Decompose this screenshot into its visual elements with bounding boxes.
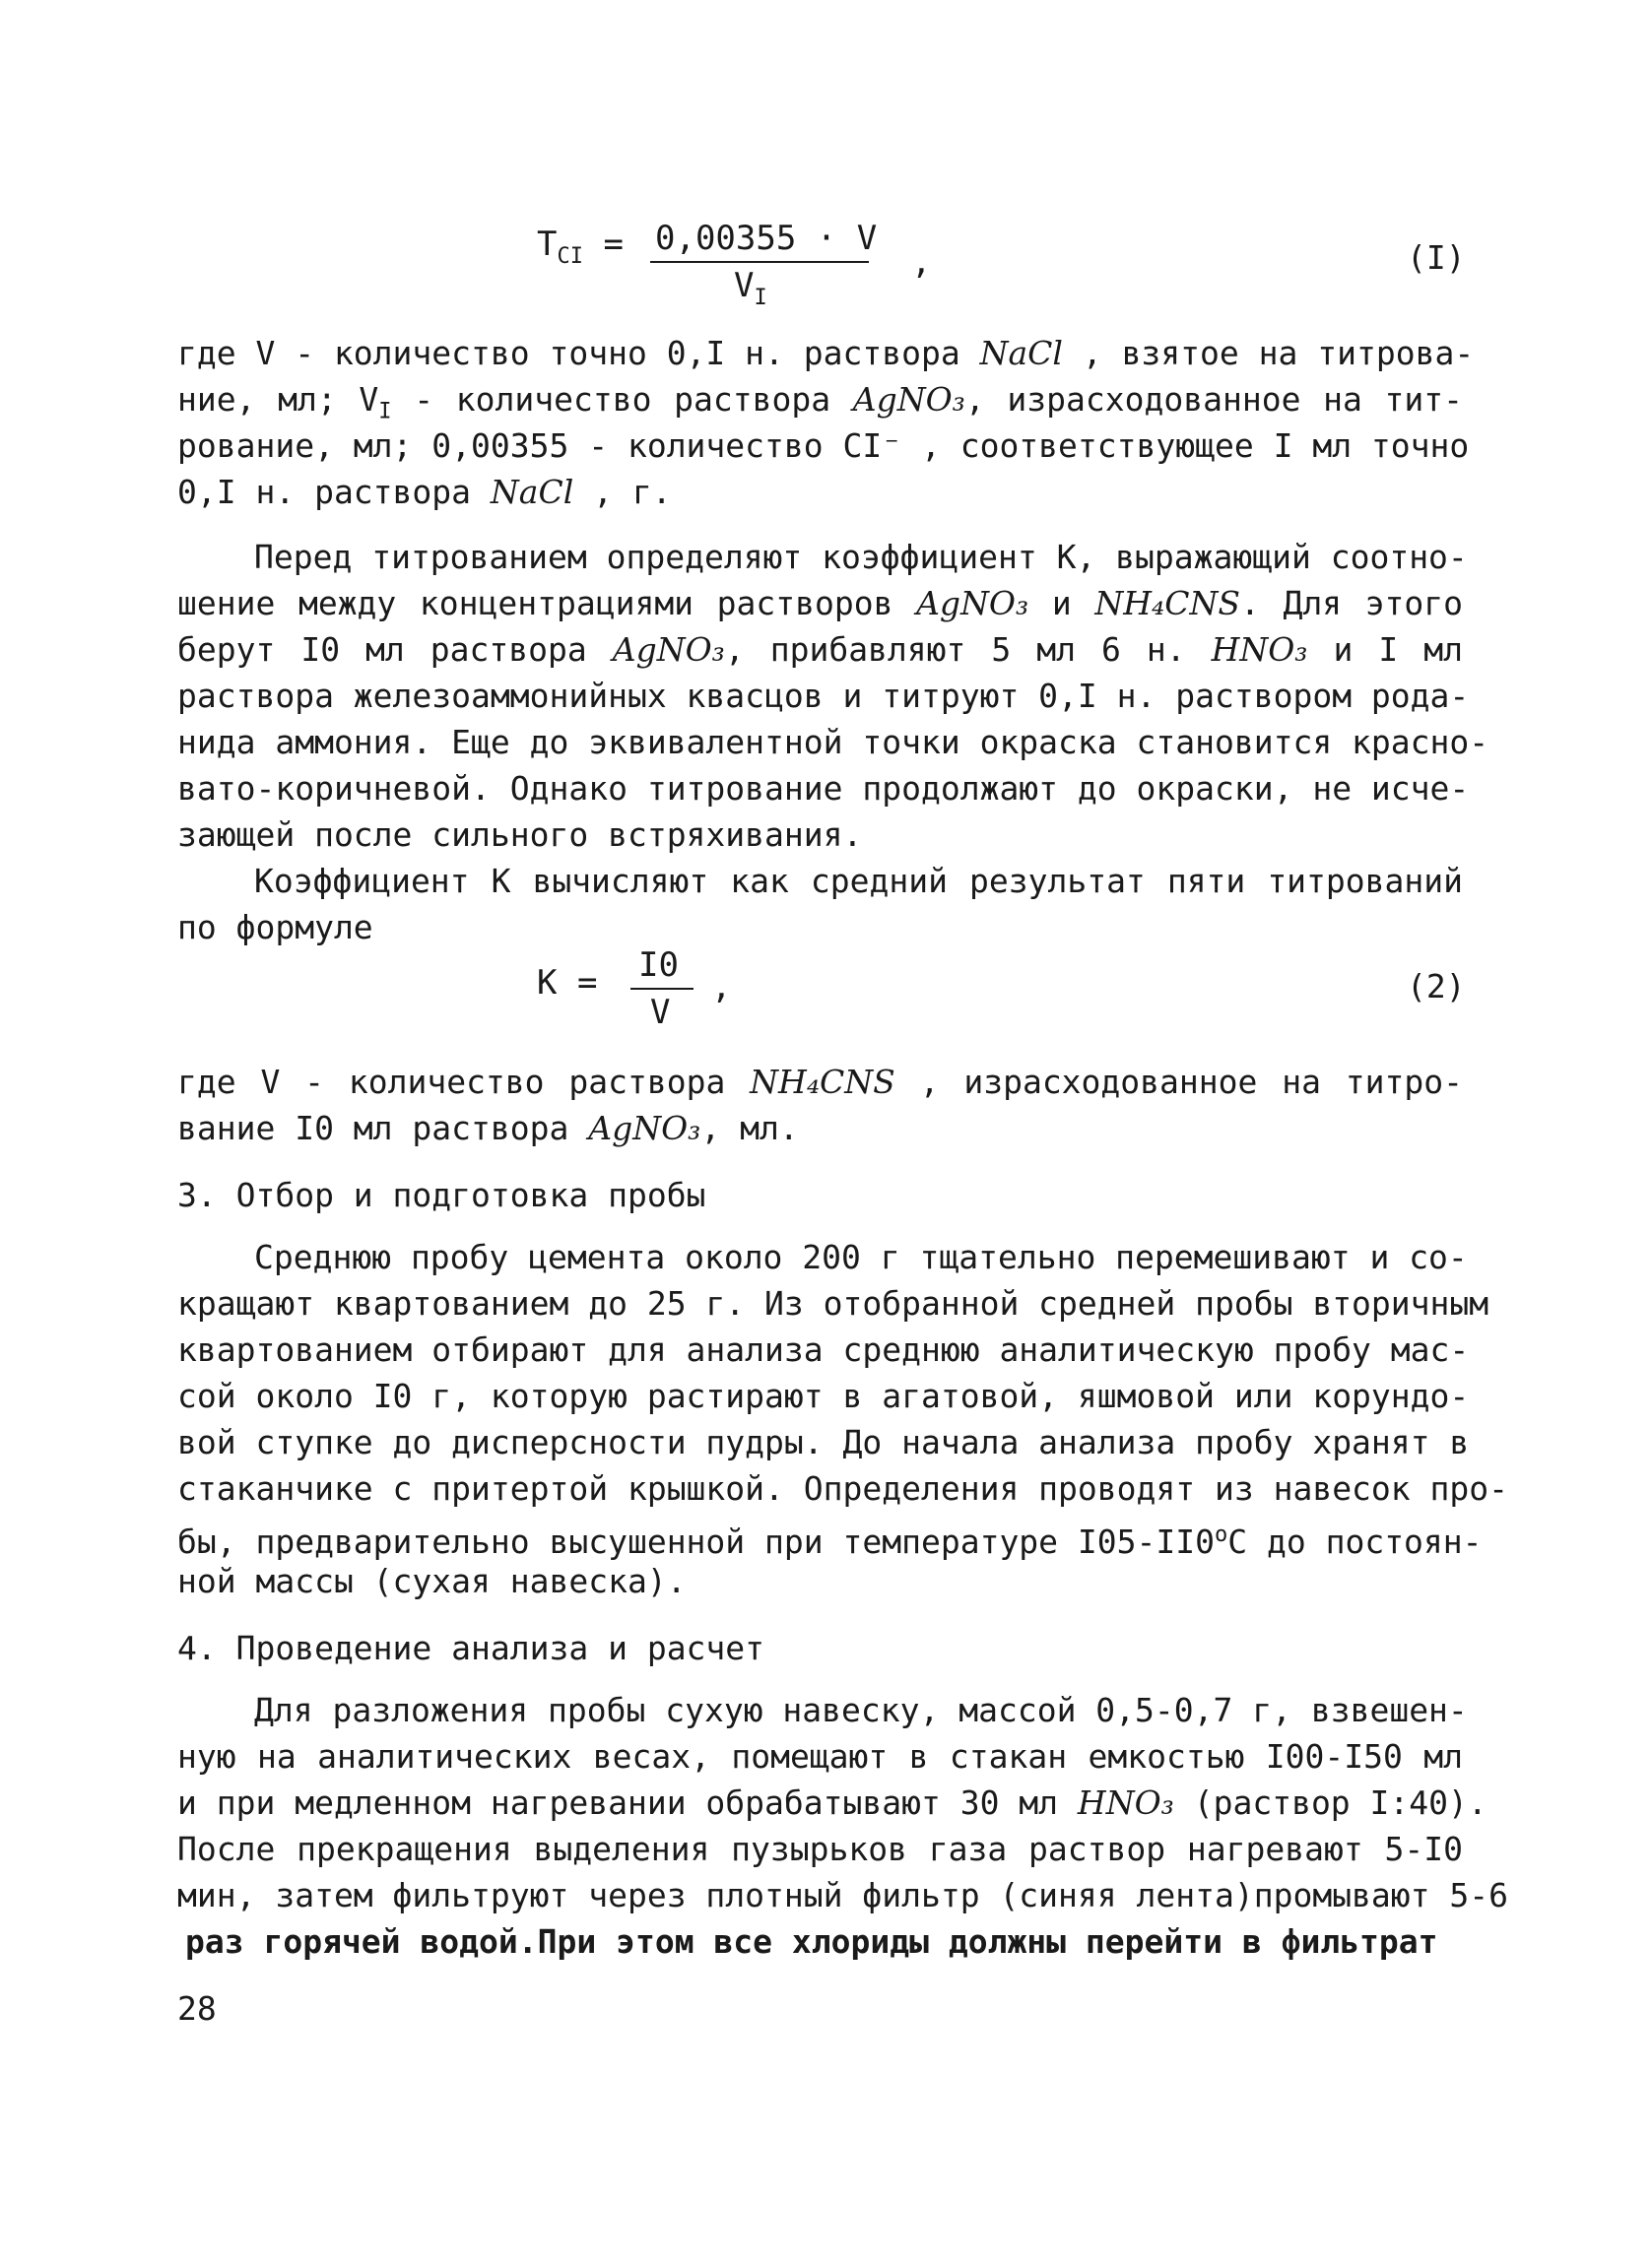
- text-line: Среднюю пробу цемента около 200 г тщательно перемешивают и со-: [254, 1238, 1468, 1276]
- text-line: квартованием отбирают для анализа среднюю аналитическую пробу мас-: [177, 1330, 1470, 1369]
- formula-1-eq: =: [603, 225, 624, 264]
- section-heading: 4. Проведение анализа и расчет: [177, 1629, 765, 1667]
- text-line: где V - количество точно 0,I н. раствора NaCl , взятое на титрова-: [177, 334, 1475, 372]
- text-line: раствора железоаммонийных квасцов и титруют 0,I н. раствором рода-: [177, 677, 1470, 715]
- formula-2-lhs: К: [537, 963, 558, 1003]
- text-line: кращают квартованием до 25 г. Из отобранной средней пробы вторичным: [177, 1284, 1489, 1323]
- section-heading: 3. Отбор и подготовка пробы: [177, 1176, 706, 1214]
- text-line: мин, затем фильтруют через плотный фильтр (синяя лента)промывают 5-6: [177, 1876, 1509, 1914]
- text-line: нида аммония. Еще до эквивалентной точки окраска становится красно-: [177, 723, 1489, 761]
- text-line: Для разложения пробы сухую навеску, массой 0,5-0,7 г, взвешен-: [254, 1691, 1468, 1729]
- formula-1-fraction-bar: [650, 261, 869, 263]
- text-line: и при медленном нагревании обрабатывают 30 мл HNO₃ (раствор I:40).: [177, 1783, 1487, 1822]
- formula-2-comma: ,: [711, 967, 732, 1006]
- text-line: шение между концентрациями растворов AgNO₃ и NH₄CNS. Для этого: [177, 584, 1464, 622]
- text-line: стаканчике с притертой крышкой. Определения проводят из навесок про-: [177, 1469, 1509, 1508]
- formula-2-eq: =: [576, 963, 598, 1003]
- text-line: После прекращения выделения пузырьков газа раствор нагревают 5-I0: [177, 1830, 1463, 1868]
- text-line: раз горячей водой.При этом все хлориды должны перейти в фильтрат: [185, 1922, 1438, 1961]
- formula-2: [537, 963, 597, 1003]
- text-line: сой около I0 г, которую растирают в агатовой, яшмовой или корундо-: [177, 1377, 1470, 1415]
- formula-2-denominator: V: [650, 993, 671, 1032]
- text-line: рование, мл; 0,00355 - количество CI⁻ , соответствующее I мл точно: [177, 426, 1470, 465]
- text-line: 0,I н. раствора NaCl , г.: [177, 473, 672, 511]
- page-number: 28: [177, 1989, 217, 2028]
- formula-1-number: (I): [1407, 238, 1466, 277]
- formula-1-lhs: T: [537, 225, 558, 264]
- formula-2-fraction-bar: [630, 988, 694, 990]
- text-line: ной массы (сухая навеска).: [177, 1562, 687, 1600]
- text-line: ние, мл; $V_I$ - количество раствора AgNO₃, израсходованное на тит-: [177, 380, 1463, 424]
- text-line: вато-коричневой. Однако титрование продолжают до окраски, не исче-: [177, 769, 1470, 808]
- text-line: зающей после сильного встряхивания.: [177, 815, 863, 854]
- text-line: Перед титрованием определяют коэффициент К, выражающий соотно-: [254, 538, 1468, 576]
- formula-1-numerator: 0,00355 · V: [655, 219, 878, 258]
- text-line: вой ступке до дисперсности пудры. До начала анализа пробу хранят в: [177, 1423, 1470, 1461]
- formula-2-numerator: I0: [638, 945, 679, 985]
- text-line: берут I0 мл раствора AgNO₃, прибавляют 5 мл 6 н. HNO₃ и I мл: [177, 630, 1463, 669]
- formula-1: [537, 225, 624, 269]
- formula-1-lhs-sub: CI: [557, 243, 583, 269]
- text-line: по формуле: [177, 908, 373, 946]
- formula-2-number: (2): [1407, 967, 1466, 1005]
- text-line: где V - количество раствора NH₄CNS , израсходованное на титро-: [177, 1063, 1463, 1101]
- formula-1-comma: ,: [911, 242, 932, 282]
- text-line: вание I0 мл раствора AgNO₃, мл.: [177, 1109, 799, 1147]
- text-line: ную на аналитических весах, помещают в стакан емкостью I00-I50 мл: [177, 1737, 1463, 1776]
- formula-1-denominator: $V_I$: [734, 266, 767, 310]
- text-line: бы, предварительно высушенной при температуре $I05-II0^оС$ до постоян-: [177, 1523, 1483, 1561]
- text-line: Коэффициент К вычисляют как средний результат пяти титрований: [254, 862, 1463, 900]
